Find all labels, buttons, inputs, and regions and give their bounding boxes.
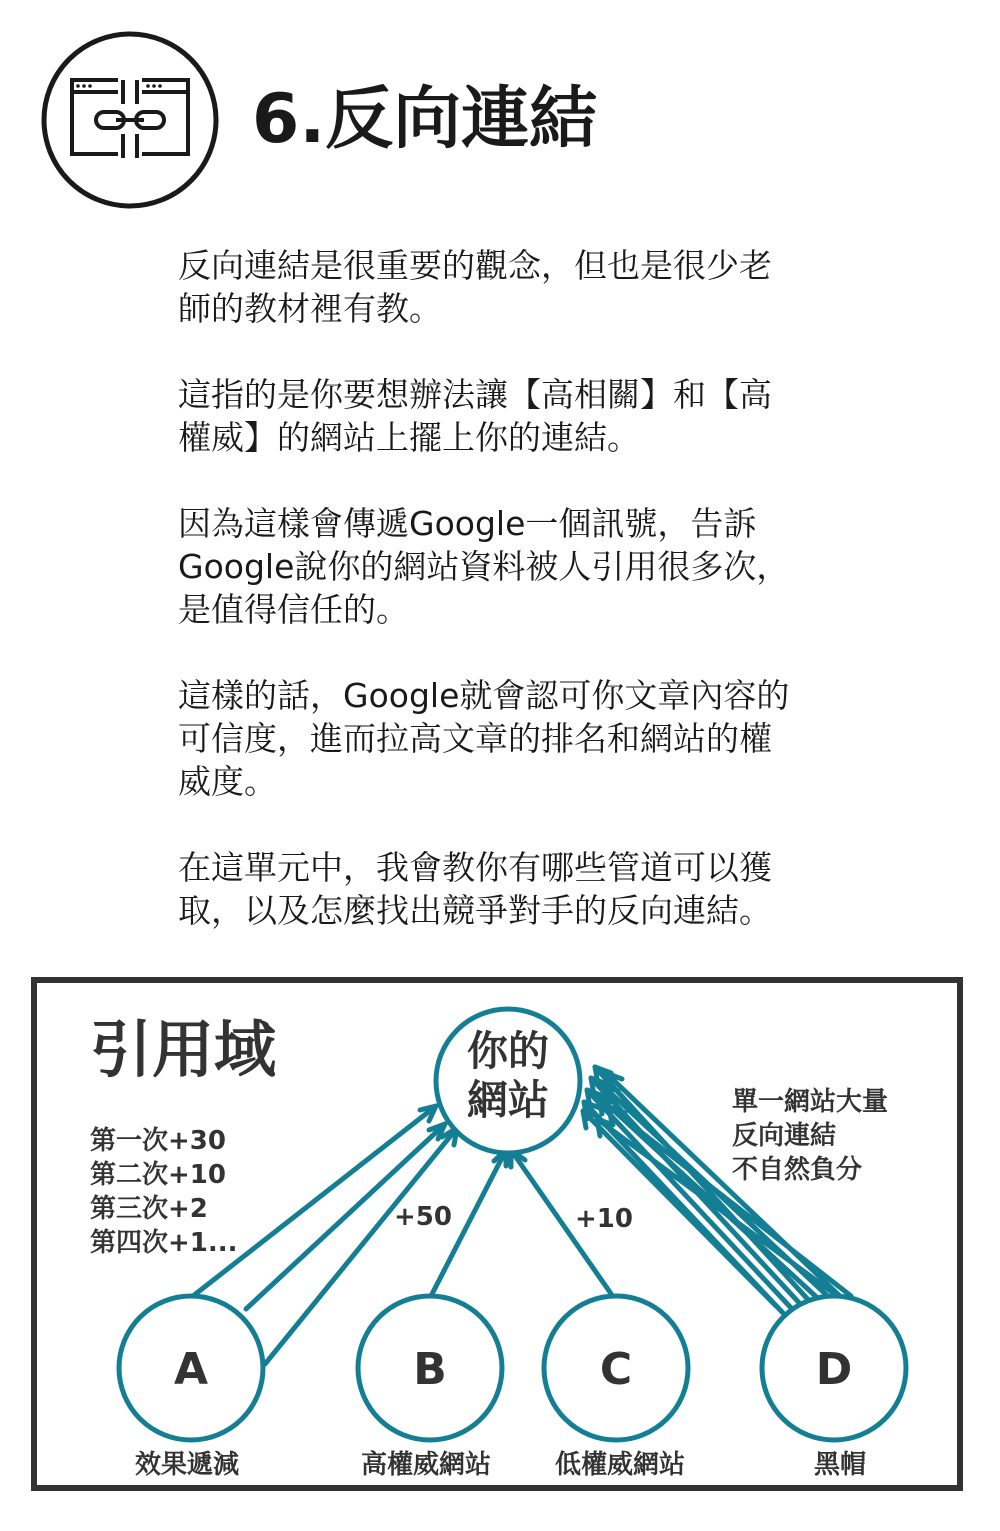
text-line: 在這單元中，我會教你有哪些管道可以獲 (178, 848, 772, 887)
text-line: 師的教材裡有教。 (178, 289, 442, 328)
node-c (544, 1296, 688, 1480)
text-line: 權威】的網站上擺上你的連結。 (178, 418, 640, 457)
text-line: 反向連結是很重要的觀念，但也是很少老 (178, 246, 772, 285)
node-c-caption: 低權威網站 (554, 1450, 686, 1480)
node-b (358, 1296, 502, 1480)
referring-domains-diagram (31, 977, 963, 1491)
page-title: 6.反向連結 (252, 80, 598, 159)
score-third: 第三次+2 (90, 1194, 208, 1224)
paragraph-unit-overview (178, 846, 878, 932)
text-line: 威度。 (178, 762, 277, 801)
text-line: Google說你的網站資料被人引用很多次， (178, 547, 790, 586)
paragraph-intro (178, 244, 878, 330)
text-line: 可信度，進而拉高文章的排名和網站的權 (178, 719, 772, 758)
paragraph-credibility (178, 674, 878, 803)
node-d-letter: D (815, 1344, 853, 1395)
paragraph-signal (178, 502, 878, 631)
diagram-title: 引用域 (90, 1013, 277, 1086)
penalty-line2: 反向連結 (732, 1121, 837, 1151)
penalty-line1: 單一網站大量 (732, 1087, 889, 1117)
score-fourth: 第四次+1... (90, 1228, 238, 1258)
text-line: 是值得信任的。 (178, 590, 409, 629)
target-site-label-line2: 網站 (467, 1076, 549, 1124)
node-b-caption: 高權威網站 (360, 1450, 492, 1480)
article-body (178, 244, 878, 975)
text-line: 因為這樣會傳遞Google一個訊號，告訴 (178, 504, 757, 543)
node-a-letter: A (173, 1344, 209, 1395)
text-line: 這樣的話，Google就會認可你文章內容的 (178, 676, 790, 715)
score-first: 第一次+30 (90, 1126, 226, 1156)
node-c-letter: C (599, 1344, 633, 1395)
node-d-caption: 黑帽 (813, 1450, 867, 1480)
penalty-line3: 不自然負分 (732, 1155, 863, 1185)
score-b-label: +50 (394, 1202, 452, 1232)
score-c-label: +10 (575, 1204, 633, 1234)
target-site-label-line1: 你的 (467, 1027, 549, 1075)
node-a-caption: 效果遞減 (134, 1450, 240, 1480)
text-line: 這指的是你要想辦法讓【高相關】和【高 (178, 375, 772, 414)
paragraph-definition (178, 373, 878, 459)
node-b-letter: B (413, 1344, 447, 1395)
text-line: 取，以及怎麼找出競爭對手的反向連結。 (178, 891, 772, 930)
score-second: 第二次+10 (90, 1160, 226, 1190)
linked-browser-windows-icon (40, 30, 220, 210)
